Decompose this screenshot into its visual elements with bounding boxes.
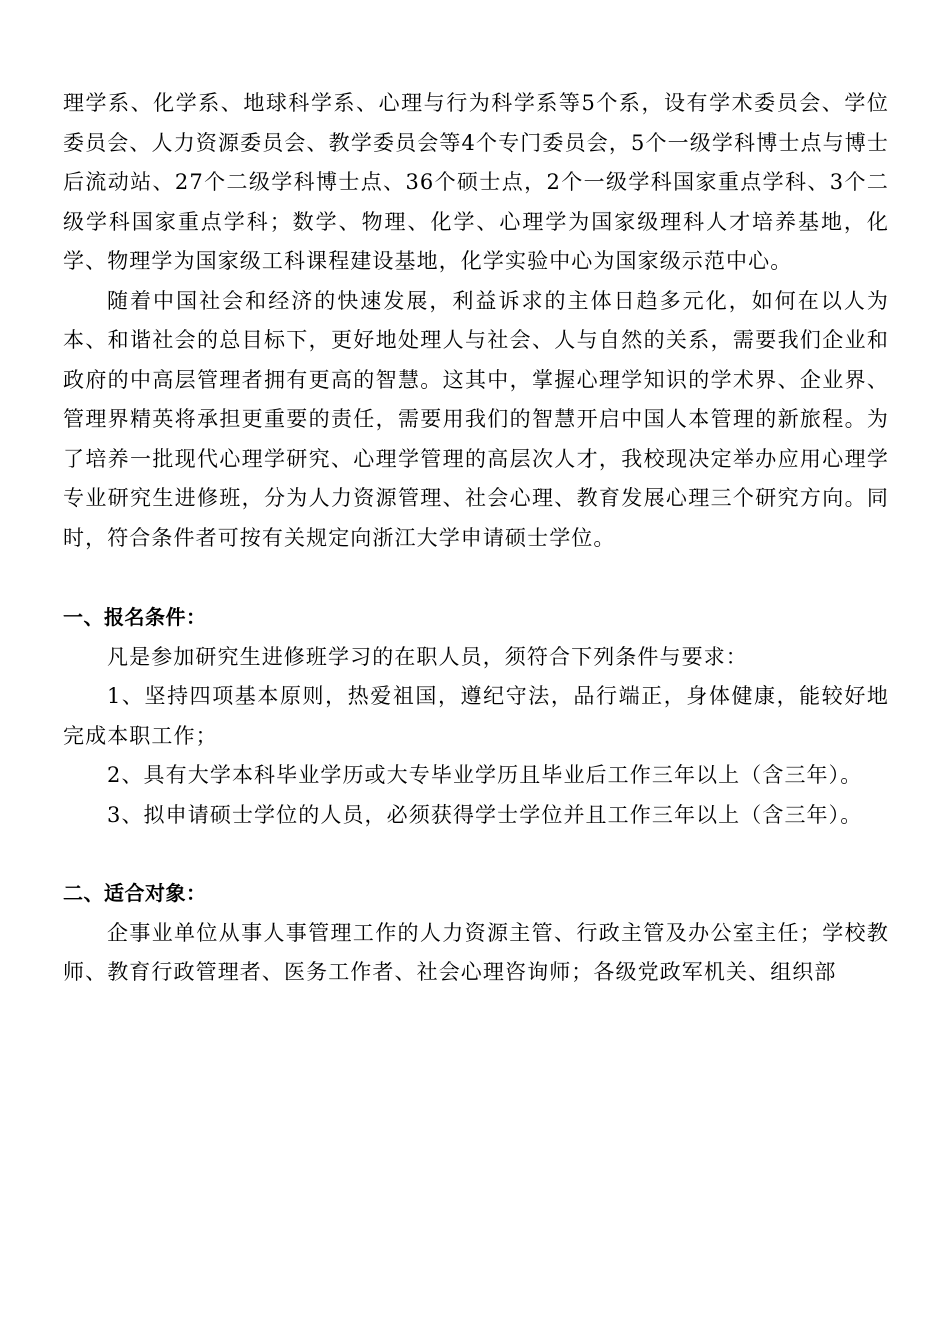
condition-item-2: 2、具有大学本科毕业学历或大专毕业学历且毕业后工作三年以上（含三年）。 <box>107 763 863 787</box>
background-paragraph: 随着中国社会和经济的快速发展，利益诉求的主体日趋多元化，如何在以人为本、和谐社会的总目标下，更好地处理人与社会、人与自然的关系，需要我们企业和政府的中高层管理者拥有更高的智慧。这其中，掌握心理学知识的学术界、企业界、管理界精英将承担更重要的责任，需要用我们的智慧开启中国人本管理的新旅程。为了培养一批现代心理学研究、心理学管理的高层次人才，我校现决定举办应用心理学专业研究生进修班，分为人力资源管理、社会心理、教育发展心理三个研究方向。同时，符合条件者可按有关规定向浙江大学申请硕士学位。 <box>63 288 889 550</box>
condition-item-1: 1、坚持四项基本原则，热爱祖国，遵纪守法，品行端正，身体健康，能较好地完成本职工作； <box>63 684 889 748</box>
section-heading-target-audience: 二、适合对象： <box>63 881 207 905</box>
document-page <box>63 84 889 993</box>
intro-continuation-paragraph: 理学系、化学系、地球科学系、心理与行为科学系等5个系，设有学术委员会、学位委员会、人力资源委员会、教学委员会等4个专门委员会，5个一级学科博士点与博士后流动站、27个二级学科博士点、36个硕士点，2个一级学科国家重点学科、3个二级学科国家重点学科；数学、物理、化学、心理学为国家级理科人才培养基地，化学、物理学为国家级工科课程建设基地，化学实验中心为国家级示范中心。 <box>63 91 889 273</box>
section-heading-registration-conditions: 一、报名条件： <box>63 605 207 629</box>
registration-intro: 凡是参加研究生进修班学习的在职人员，须符合下列条件与要求： <box>107 644 748 669</box>
condition-item-3: 3、拟申请硕士学位的人员，必须获得学士学位并且工作三年以上（含三年）。 <box>107 802 863 827</box>
target-audience-paragraph: 企事业单位从事人事管理工作的人力资源主管、行政主管及办公室主任；学校教师、教育行政管理者、医务工作者、社会心理咨询师；各级党政军机关、组织部 <box>63 920 889 984</box>
